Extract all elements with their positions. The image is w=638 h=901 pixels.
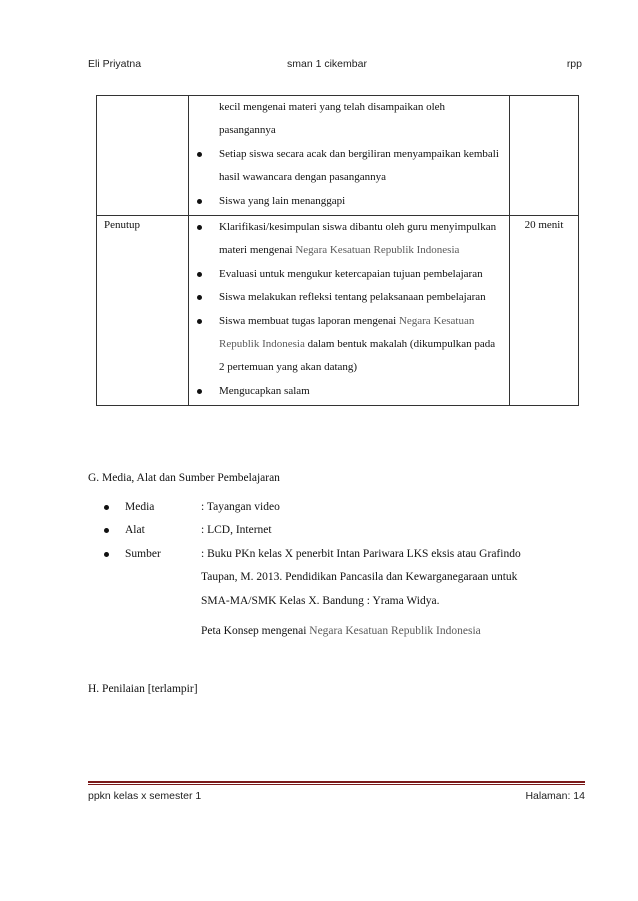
list-item-continuation: kecil mengenai materi yang telah disampaikan oleh pasangannya [219,101,446,137]
section-h-title: H. Penilaian [terlampir] [88,683,198,695]
sumber-continuation: Taupan, M. 2013. Pendidikan Pancasila dan Kewarganegaraan untuk [201,571,518,584]
table-row [97,216,579,406]
concept-map-line: Peta Konsep mengenai Negara Kesatuan Republik Indonesia [201,624,481,637]
section-g-title: G. Media, Alat dan Sumber Pembelajaran [88,472,280,484]
duration-cell [510,96,579,216]
list-item: Setiap siswa secara acak dan bergiliran menyampaikan kembali hasil wawancara dengan pasangannya [189,143,509,190]
page-header [88,58,582,74]
footer-course: ppkn kelas x semester 1 [88,790,202,802]
activity-description-cell [189,216,510,406]
page-footer [88,790,585,806]
list-item: Siswa melakukan refleksi tentang pelaksanaan pembelajaran [189,286,509,309]
list-item: Siswa membuat tugas laporan mengenai Negara Kesatuan Republik Indonesia dalam bentuk makalah (dikumpulkan pada 2 pertemuan yang akan datang) [189,310,509,380]
list-item: Mengucapkan salam [189,380,509,405]
topic-highlight: Negara Kesatuan Republik Indonesia [219,314,475,351]
list-item-sumber: Sumber : Buku PKn kelas X penerbit Intan Pariwara LKS eksis atau Grafindo [104,543,584,566]
header-school: sman 1 cikembar [287,58,367,70]
header-author: Eli Priyatna [88,58,142,70]
footer-rule [88,781,585,783]
footer-rule-thin [88,784,585,785]
list-item-media: Media : Tayangan video [104,496,584,519]
activity-stage-cell: Penutup [97,216,189,406]
header-doc-type: rpp [566,58,582,70]
activity-stage-cell [97,96,189,216]
table-row [97,96,579,216]
bullet-icon [104,552,109,557]
duration-cell: 20 menit [510,216,579,406]
list-item: Klarifikasi/kesimpulan siswa dibantu oleh guru menyimpulkan materi mengenai Negara Kesatuan Republik Indonesia [189,216,509,263]
activity-description-cell [189,96,510,216]
sumber-continuation: SMA-MA/SMK Kelas X. Bandung : Yrama Widya. [201,594,440,607]
topic-highlight: Negara Kesatuan Republik Indonesia [309,624,481,637]
bullet-icon [104,505,109,510]
list-item-alat: Alat : LCD, Internet [104,519,584,542]
footer-page-number: Halaman: 14 [525,790,585,802]
topic-highlight: Negara Kesatuan Republik Indonesia [295,244,460,257]
list-item: Evaluasi untuk mengukur ketercapaian tujuan pembelajaran [189,263,509,286]
list-item: Siswa yang lain menanggapi [189,190,509,215]
media-resources-list [104,496,584,643]
bullet-icon [104,528,109,533]
lesson-activity-table [96,95,579,406]
